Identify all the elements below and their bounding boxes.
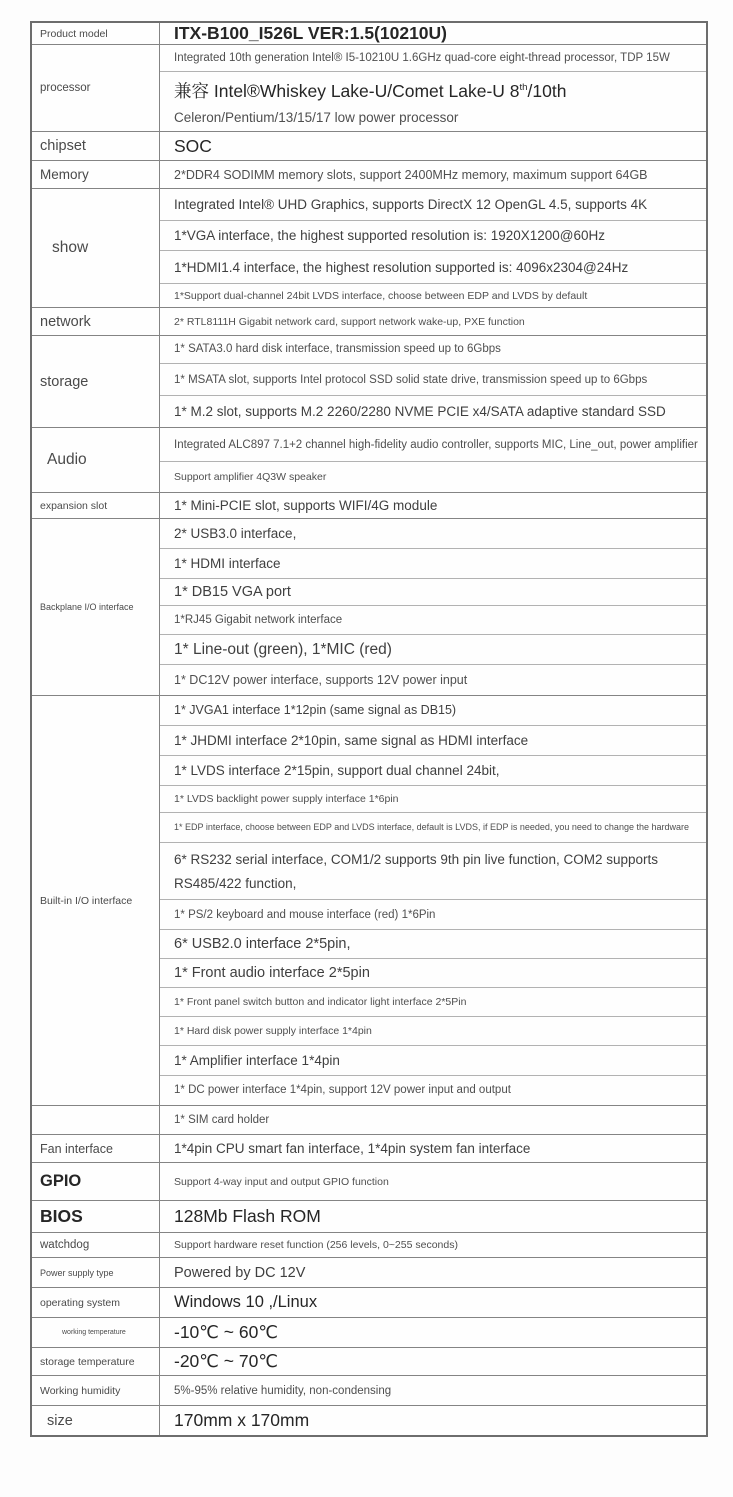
working-temp-value: -10℃ ~ 60℃ <box>174 1322 279 1342</box>
row-power-supply <box>32 1258 706 1288</box>
builtin-spec-usb2: 6* USB2.0 interface 2*5pin, <box>160 930 706 959</box>
row-builtin-io <box>32 696 706 1106</box>
working-temp-label: working temperature <box>32 1318 160 1347</box>
sim-label <box>32 1106 160 1134</box>
network-value: 2* RTL8111H Gigabit network card, support network wake-up, PXE function <box>174 315 525 328</box>
expansion-slot-value: 1* Mini-PCIE slot, supports WIFI/4G module <box>174 498 438 513</box>
row-product-model <box>32 23 706 45</box>
fan-label: Fan interface <box>32 1135 160 1162</box>
chipset-label: chipset <box>32 132 160 160</box>
gpio-value: Support 4-way input and output GPIO function <box>174 1175 389 1188</box>
show-spec-gpu: Integrated Intel® UHD Graphics, supports DirectX 12 OpenGL 4.5, supports 4K <box>160 189 706 221</box>
row-storage <box>32 336 706 428</box>
row-os <box>32 1288 706 1318</box>
backplane-spec-rj45: 1*RJ45 Gigabit network interface <box>160 606 706 636</box>
row-expansion-slot <box>32 493 706 519</box>
builtin-spec-jvga1: 1* JVGA1 interface 1*12pin (same signal as DB15) <box>160 696 706 726</box>
row-size <box>32 1406 706 1435</box>
gpio-label: GPIO <box>32 1163 160 1200</box>
builtin-io-label: Built-in I/O interface <box>32 696 160 1105</box>
row-working-temp <box>32 1318 706 1348</box>
spec-table <box>30 21 708 1437</box>
row-backplane-io <box>32 519 706 696</box>
backplane-spec-usb3: 2* USB3.0 interface, <box>160 519 706 549</box>
row-audio <box>32 428 706 493</box>
builtin-spec-front-panel: 1* Front panel switch button and indicator light interface 2*5Pin <box>160 988 706 1017</box>
product-model-label: Product model <box>32 23 160 44</box>
row-storage-temp <box>32 1348 706 1376</box>
row-watchdog <box>32 1233 706 1258</box>
show-spec-lvds: 1*Support dual-channel 24bit LVDS interface, choose between EDP and LVDS by default <box>174 289 588 302</box>
show-spec-hdmi: 1*HDMI1.4 interface, the highest resolution supported is: 4096x2304@24Hz <box>160 251 706 284</box>
processor-label: processor <box>32 45 160 131</box>
backplane-spec-hdmi: 1* HDMI interface <box>160 549 706 579</box>
humidity-label: Working humidity <box>32 1376 160 1405</box>
storage-spec-sata: 1* SATA3.0 hard disk interface, transmission speed up to 6Gbps <box>160 336 706 364</box>
power-supply-value: Powered by DC 12V <box>174 1264 306 1281</box>
builtin-spec-hdd-power: 1* Hard disk power supply interface 1*4pin <box>160 1017 706 1046</box>
row-fan <box>32 1135 706 1163</box>
humidity-value: 5%-95% relative humidity, non-condensing <box>174 1384 392 1397</box>
os-label: operating system <box>32 1288 160 1317</box>
size-label: size <box>32 1406 160 1435</box>
memory-label: Memory <box>32 161 160 188</box>
builtin-spec-jhdmi: 1* JHDMI interface 2*10pin, same signal as HDMI interface <box>160 726 706 756</box>
builtin-spec-front-audio: 1* Front audio interface 2*5pin <box>160 959 706 988</box>
backplane-spec-dc12v: 1* DC12V power interface, supports 12V power input <box>174 673 468 688</box>
bios-label: BIOS <box>32 1201 160 1232</box>
row-sim <box>32 1106 706 1135</box>
network-label: network <box>32 308 160 335</box>
os-value: Windows 10 ,/Linux <box>174 1293 318 1311</box>
row-bios <box>32 1201 706 1233</box>
size-value: 170mm x 170mm <box>174 1410 310 1430</box>
backplane-spec-db15: 1* DB15 VGA port <box>160 579 706 606</box>
watchdog-label: watchdog <box>32 1233 160 1257</box>
fan-value: 1*4pin CPU smart fan interface, 1*4pin system fan interface <box>174 1141 531 1156</box>
watchdog-value: Support hardware reset function (256 levels, 0~255 seconds) <box>174 1239 458 1251</box>
memory-value: 2*DDR4 SODIMM memory slots, support 2400MHz memory, maximum support 64GB <box>174 167 648 182</box>
row-memory <box>32 161 706 189</box>
builtin-spec-lvds: 1* LVDS interface 2*15pin, support dual channel 24bit, <box>160 756 706 786</box>
processor-spec-compat <box>160 72 706 131</box>
processor-spec-cpu: Integrated 10th generation Intel® I5-10210U 1.6GHz quad-core eight-thread processor, TDP 15W <box>160 45 706 72</box>
row-chipset <box>32 132 706 161</box>
storage-spec-msata: 1* MSATA slot, supports Intel protocol SSD solid state drive, transmission speed up to 6Gbps <box>160 364 706 397</box>
builtin-spec-edp: 1* EDP interface, choose between EDP and LVDS interface, default is LVDS, if EDP is needed, you need to change the hardware <box>160 813 706 843</box>
backplane-spec-lineout: 1* Line-out (green), 1*MIC (red) <box>160 635 706 665</box>
row-gpio <box>32 1163 706 1201</box>
rs232-line2: RS485/422 function, <box>174 875 297 891</box>
storage-label: storage <box>32 336 160 427</box>
audio-spec-codec: Integrated ALC897 7.1+2 channel high-fidelity audio controller, supports MIC, Line_out, power amplifier <box>160 428 706 462</box>
builtin-spec-amplifier: 1* Amplifier interface 1*4pin <box>160 1046 706 1076</box>
audio-label: Audio <box>32 428 160 492</box>
expansion-slot-label: expansion slot <box>32 493 160 518</box>
row-humidity <box>32 1376 706 1406</box>
chipset-value: SOC <box>174 135 212 156</box>
storage-temp-value: -20℃ ~ 70℃ <box>174 1351 279 1371</box>
processor-lowpower-line: Celeron/Pentium/13/15/17 low power processor <box>174 109 459 125</box>
storage-temp-label: storage temperature <box>32 1348 160 1375</box>
processor-compat-line: 兼容 Intel®Whiskey Lake-U/Comet Lake-U 8th/10th <box>174 81 567 102</box>
bios-value: 128Mb Flash ROM <box>174 1206 321 1226</box>
backplane-io-label: Backplane I/O interface <box>32 519 160 695</box>
show-label: show <box>32 189 160 307</box>
audio-spec-amplifier: Support amplifier 4Q3W speaker <box>174 471 327 484</box>
show-spec-vga: 1*VGA interface, the highest supported resolution is: 1920X1200@60Hz <box>160 221 706 252</box>
row-processor <box>32 45 706 132</box>
sim-value: 1* SIM card holder <box>174 1114 270 1126</box>
row-network <box>32 308 706 336</box>
rs232-line1: 6* RS232 serial interface, COM1/2 supports 9th pin live function, COM2 supports <box>174 851 658 867</box>
power-supply-label: Power supply type <box>32 1258 160 1287</box>
row-show <box>32 189 706 308</box>
builtin-spec-rs232 <box>160 843 706 901</box>
product-model-value: ITX-B100_I526L VER:1.5(10210U) <box>174 23 448 43</box>
storage-spec-m2: 1* M.2 slot, supports M.2 2260/2280 NVME PCIE x4/SATA adaptive standard SSD <box>174 404 666 420</box>
builtin-spec-dc-power: 1* DC power interface 1*4pin, support 12V power input and output <box>174 1084 511 1097</box>
builtin-spec-lvds-backlight: 1* LVDS backlight power supply interface 1*6pin <box>160 786 706 813</box>
builtin-spec-ps2: 1* PS/2 keyboard and mouse interface (red) 1*6Pin <box>160 900 706 930</box>
